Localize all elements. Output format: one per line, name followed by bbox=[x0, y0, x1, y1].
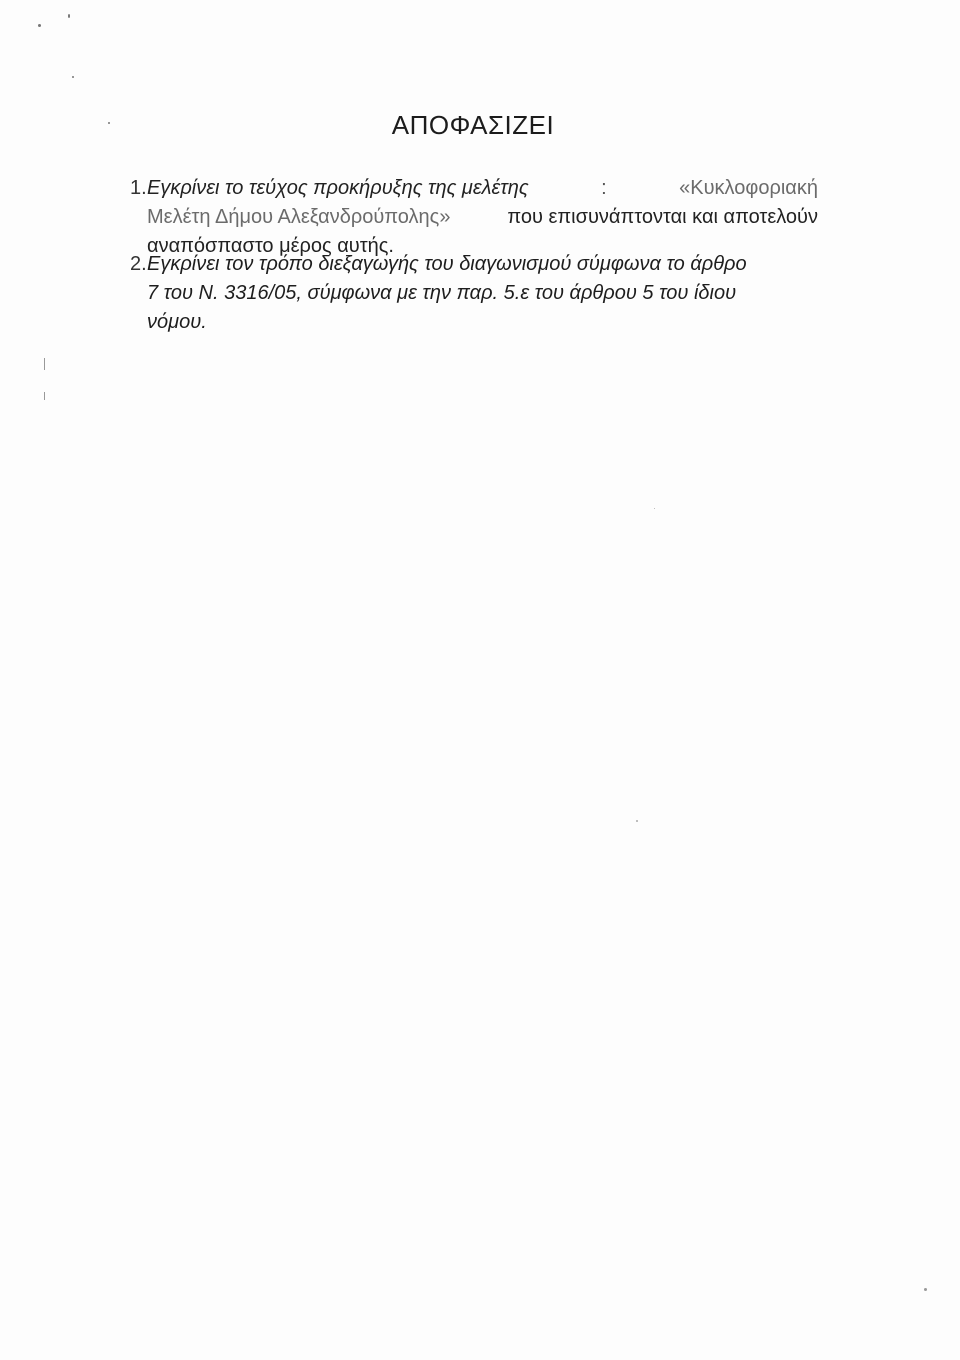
approval-text: Εγκρίνει το τεύχος προκήρυξης της μελέτης bbox=[147, 177, 529, 199]
scan-speck bbox=[38, 24, 41, 27]
scan-speck bbox=[636, 820, 638, 822]
item-1-line-3: αναπόσπαστο μέρος αυτής. bbox=[147, 235, 394, 257]
item-1-line-1 bbox=[147, 174, 818, 203]
item-2-line-2: 7 του Ν. 3316/05, σύμφωνα με την παρ. 5.ε του άρθρου 5 του ίδιου bbox=[147, 282, 737, 304]
item-2-line-3: νόμου. bbox=[147, 311, 207, 333]
scan-speck bbox=[72, 76, 74, 78]
decision-heading: ΑΠΟΦΑΣΙΖΕΙ bbox=[391, 110, 555, 140]
item-number: 1. bbox=[130, 177, 147, 199]
colon-separator: : bbox=[601, 177, 607, 199]
scan-speck bbox=[44, 392, 45, 400]
decision-item-2 bbox=[130, 250, 818, 337]
scan-speck bbox=[654, 508, 655, 509]
study-title-end: Μελέτη Δήμου Αλεξανδρούπολης» bbox=[147, 206, 451, 228]
scan-speck bbox=[924, 1288, 927, 1291]
study-title-start: «Κυκλοφοριακή bbox=[679, 177, 818, 199]
scan-speck bbox=[68, 14, 70, 18]
item-2-line-1: Εγκρίνει τον τρόπο διεξαγωγής του διαγωνισμού σύμφωνα το άρθρο bbox=[147, 253, 747, 275]
item-number: 2. bbox=[130, 253, 147, 275]
attachment-text: που επισυνάπτονται και αποτελούν bbox=[507, 206, 818, 228]
item-1-line-2 bbox=[147, 203, 818, 232]
scan-speck bbox=[44, 358, 45, 370]
decision-item-1 bbox=[130, 174, 818, 261]
scan-speck bbox=[108, 122, 110, 124]
